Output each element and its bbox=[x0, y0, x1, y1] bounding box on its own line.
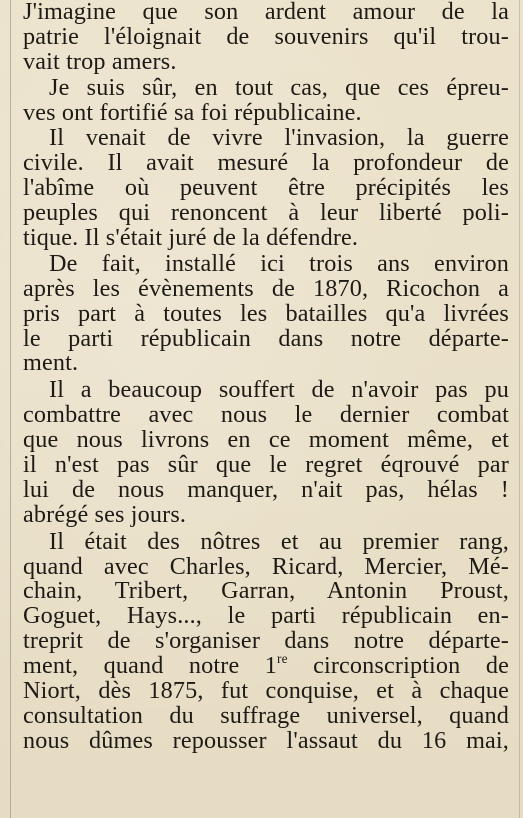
text-line-with-superscript: ment, quand notre 1re circonscription de bbox=[23, 651, 509, 680]
text-line: Il venait de vivre l'invasion, la guerre bbox=[49, 124, 509, 152]
text-line: pris part à toutes les batailles qu'a livrées bbox=[23, 299, 509, 327]
text-line: nous dûmes repousser l'assaut du 16 mai, bbox=[23, 726, 509, 754]
text-line: peuples qui renoncent à leur liberté poli- bbox=[23, 199, 509, 227]
text-line: l'abîme où peuvent être précipités les bbox=[23, 174, 509, 202]
paragraph-1 bbox=[23, 0, 509, 75]
text-line: le parti républicain dans notre départe- bbox=[23, 324, 509, 352]
column-rule-right bbox=[519, 0, 520, 818]
text-line: lui de nous manquer, n'ait pas, hélas ! bbox=[23, 475, 509, 503]
paragraph-5 bbox=[23, 378, 509, 527]
text-line: consultation du suffrage universel, quand bbox=[23, 701, 509, 729]
text-line: Il a beaucoup souffert de n'avoir pas pu bbox=[49, 376, 509, 404]
text-line: il n'est pas sûr que le regret éqrouvé par bbox=[23, 451, 509, 479]
paragraph-6 bbox=[23, 527, 509, 754]
text-line: J'imagine que son ardent amour de la bbox=[23, 0, 509, 25]
text-line: chain, Tribert, Garran, Antonin Proust, bbox=[23, 577, 509, 605]
text-line: après les évènements de 1870, Ricochon a bbox=[23, 274, 509, 302]
text-line: abrégé ses jours. bbox=[23, 500, 187, 528]
text-line: Niort, dès 1875, fut conquise, et à chaque bbox=[23, 677, 509, 705]
text-line: Je suis sûr, en tout cas, que ces épreu- bbox=[49, 73, 509, 101]
text-line: vait trop amers. bbox=[23, 47, 177, 75]
text-line: ment. bbox=[23, 349, 79, 377]
text-line: ves ont fortifié sa foi républicaine. bbox=[23, 98, 362, 126]
text-line: civile. Il avait mesuré la profondeur de bbox=[23, 149, 509, 177]
paragraph-4 bbox=[23, 249, 509, 377]
article-column bbox=[23, 0, 509, 754]
text-line: que nous livrons en ce moment même, et bbox=[23, 426, 509, 454]
text-line: De fait, installé ici trois ans environ bbox=[49, 249, 509, 277]
text-line: tique. Il s'était juré de la défendre. bbox=[23, 224, 359, 252]
column-rule-left bbox=[10, 0, 11, 818]
text-line: combattre avec nous le dernier combat bbox=[23, 401, 509, 429]
text-line: treprit de s'organiser dans notre départe- bbox=[23, 627, 509, 655]
paragraph-2 bbox=[23, 73, 509, 126]
paragraph-3 bbox=[23, 126, 509, 250]
text-line: Il était des nôtres et au premier rang, bbox=[49, 527, 509, 555]
text-line: patrie l'éloignait de souvenirs qu'il trou- bbox=[23, 22, 509, 50]
ordinal-suffix: re bbox=[277, 651, 288, 667]
text-line: Goguet, Hays..., le parti républicain en- bbox=[23, 602, 509, 630]
text-line: quand avec Charles, Ricard, Mercier, Mé- bbox=[23, 552, 509, 580]
